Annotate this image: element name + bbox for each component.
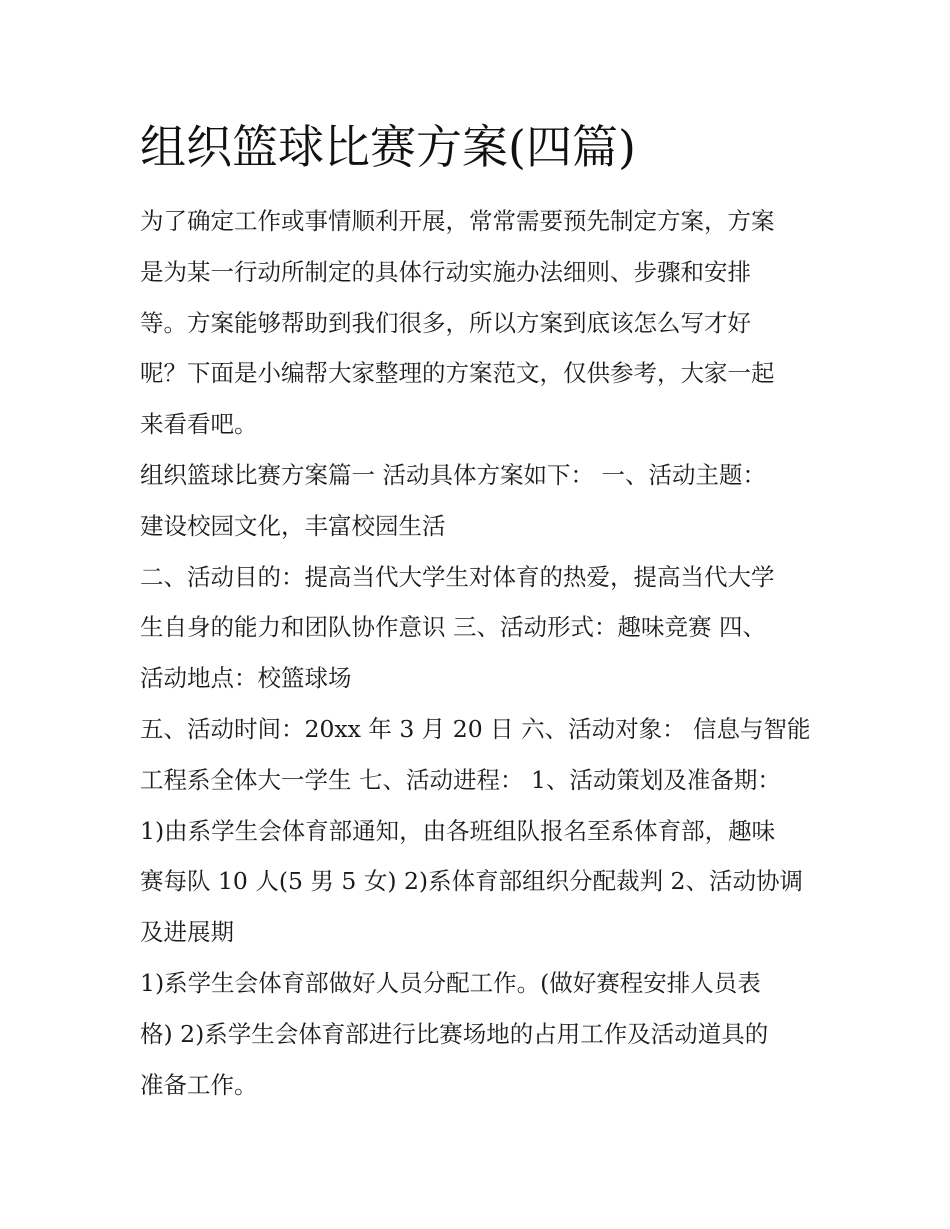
text-line: 建设校园文化，丰富校园生活: [140, 511, 446, 540]
paragraph-intro: [140, 196, 820, 450]
text-line: 为了确定工作或事情顺利开展，常常需要预先制定方案，方案: [140, 207, 775, 235]
text-line: 等。方案能够帮助到我们很多，所以方案到底该怎么写才好: [140, 308, 751, 337]
document-title: 组织篮球比赛方案(四篇): [140, 120, 636, 174]
text-line: 二、活动目的：提高当代大学生对体育的热爱，提高当代大学: [140, 562, 775, 591]
text-line: 组织篮球比赛方案篇一 活动具体方案如下： 一、活动主题：: [140, 460, 766, 489]
paragraph-purpose: [140, 552, 820, 704]
text-line: 活动地点：校篮球场: [140, 664, 352, 693]
text-line: 生自身的能力和团队协作意识 三、活动形式：趣味竞赛 四、: [140, 613, 766, 642]
document-body: [140, 196, 820, 1110]
text-line: 五、活动时间：20xx 年 3 月 20 日 六、活动对象： 信息与智能: [140, 714, 811, 743]
paragraph-schedule: [140, 704, 820, 958]
paragraph-theme: [140, 450, 820, 552]
text-line: 工程系全体大一学生 七、活动进程： 1、活动策划及准备期：: [140, 765, 781, 794]
text-line: 1)由系学生会体育部通知，由各班组队报名至系体育部，趣味: [140, 816, 776, 845]
paragraph-preparation: [140, 958, 820, 1110]
text-line: 来看看吧。: [140, 410, 258, 439]
text-line: 呢？下面是小编帮大家整理的方案范文，仅供参考，大家一起: [140, 359, 775, 388]
text-line: 1)系学生会体育部做好人员分配工作。(做好赛程安排人员表: [140, 968, 761, 997]
text-line: 格) 2)系学生会体育部进行比赛场地的占用工作及活动道具的: [140, 1019, 769, 1048]
text-line: 及进展期: [140, 918, 234, 947]
text-line: 是为某一行动所制定的具体行动实施办法细则、步骤和安排: [140, 257, 751, 286]
text-line: 赛每队 10 人(5 男 5 女) 2)系体育部组织分配裁判 2、活动协调: [140, 867, 804, 896]
text-line: 准备工作。: [140, 1070, 258, 1099]
